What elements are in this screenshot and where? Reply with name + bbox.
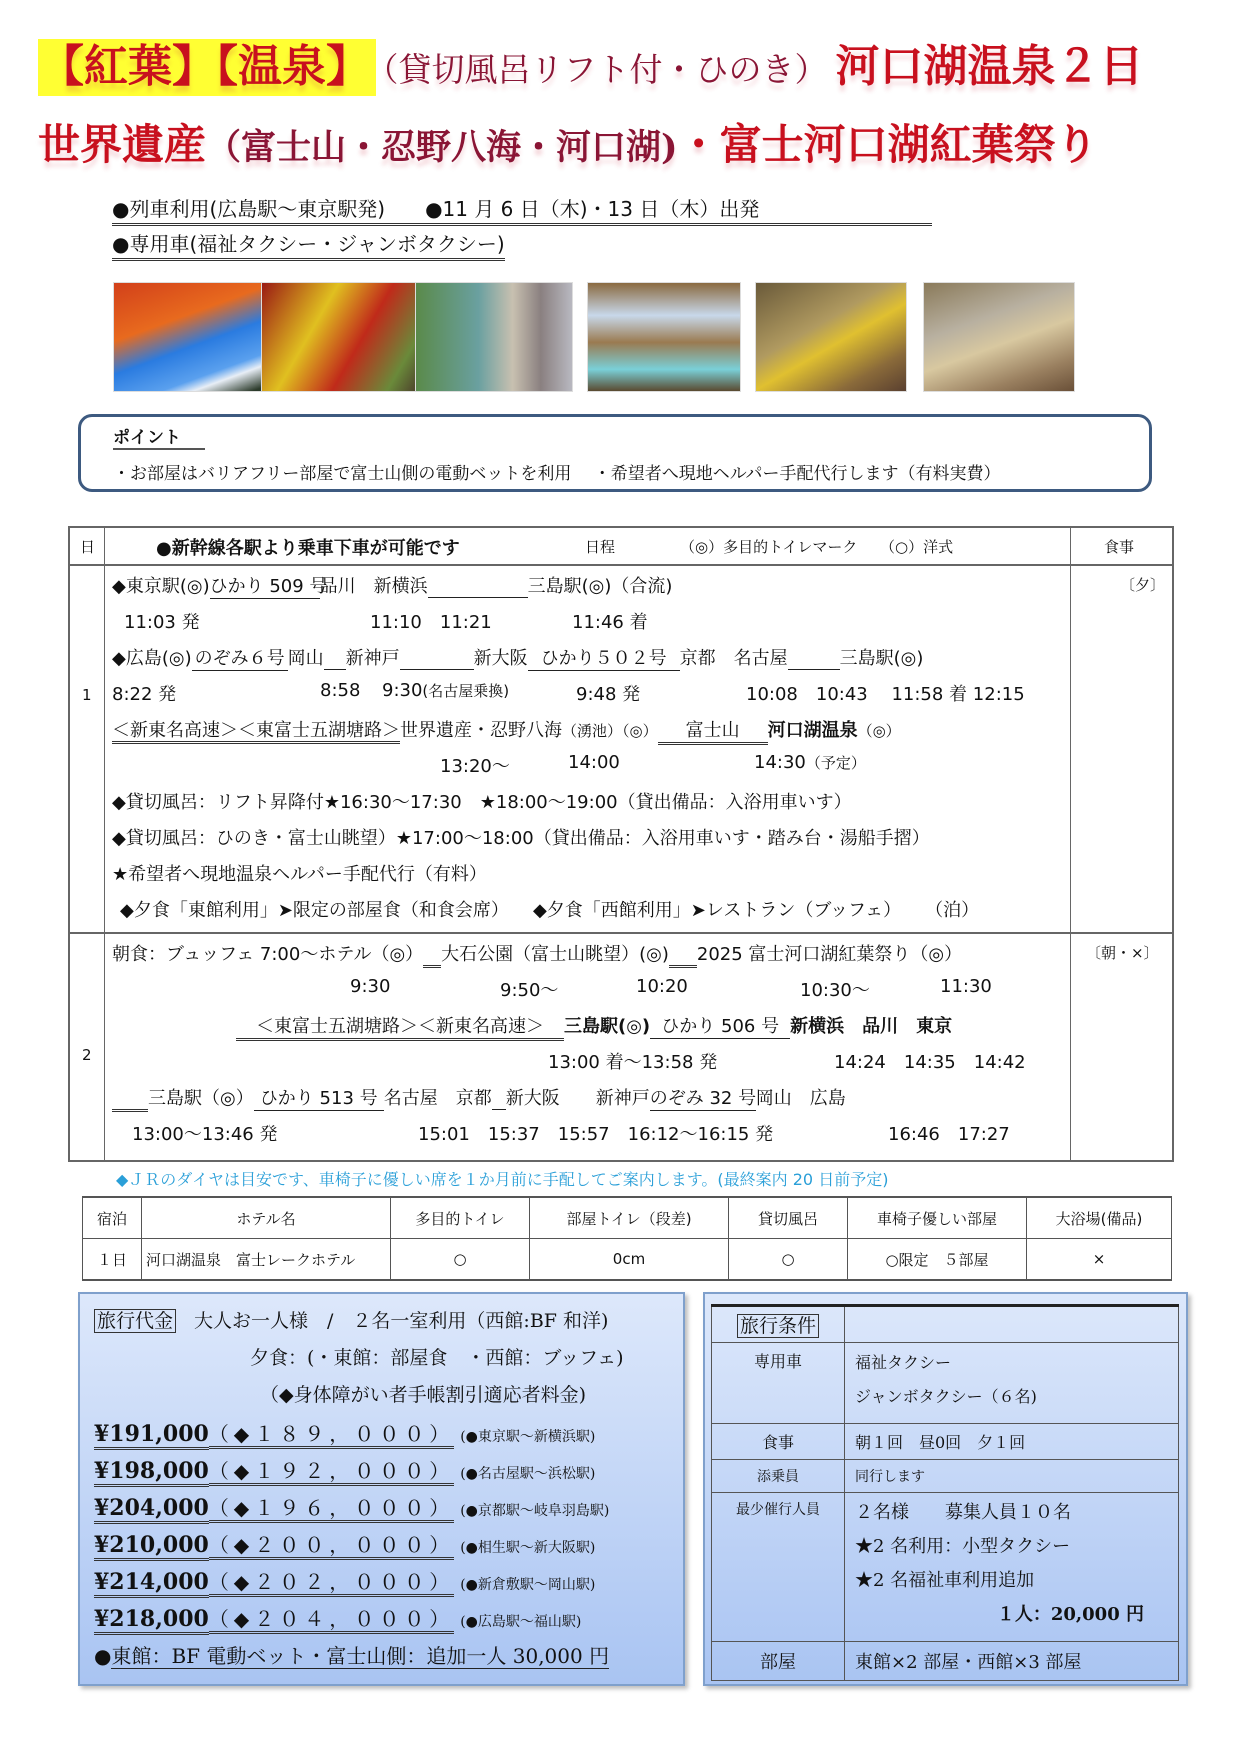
stop-note: （◎）	[857, 722, 901, 740]
conditions-title-row	[712, 1306, 1179, 1343]
station: 三島駅(◎)（合流)	[527, 576, 673, 597]
table-row	[83, 1239, 1172, 1281]
train-name: ひかり 509 号	[210, 572, 320, 599]
price-extra	[94, 1640, 609, 1669]
photo-bath-wheelchair	[755, 282, 907, 392]
time: 9:30	[382, 680, 423, 701]
header-meal: 食事	[1104, 538, 1135, 556]
stop-note: （湧池）（◎）	[562, 722, 658, 740]
hotel-cell: ○	[729, 1239, 848, 1281]
hotel-header-cell: 宿泊	[83, 1197, 142, 1239]
hotel-header-cell: ホテル名	[142, 1197, 391, 1239]
route: ＜新東名高速＞＜東富士五湖塘路＞	[112, 720, 400, 744]
point-title: ポイント	[113, 423, 205, 450]
price-amount: ¥214,000	[94, 1569, 209, 1598]
day1-row3	[112, 644, 923, 671]
schedule-table	[68, 526, 1174, 1162]
stations: 京都 名古屋	[679, 648, 788, 669]
header-day: 日	[80, 538, 96, 556]
price-discount-note: （◆身体障がい者手帳割引適応者料金)	[260, 1384, 587, 1406]
stations: 品川 新横浜	[319, 576, 428, 597]
photo-strip	[113, 282, 1113, 394]
header-toilet-multi: （◎）多目的トイレマーク	[680, 538, 858, 556]
hotel-cell: 河口湖温泉 富士レークホテル	[142, 1239, 391, 1281]
point-text: ・お部屋はバリアフリー部屋で富士山側の電動ベットを利用 ・希望者へ現地ヘルパー手配代行します（有料実費）	[113, 464, 1001, 484]
divider	[104, 528, 105, 1160]
condition-label: 添乗員	[712, 1460, 845, 1493]
stations: 岡山 広島	[755, 1088, 846, 1109]
day2-row2-t2: 9:50～	[500, 980, 559, 1001]
stop: 2025 富士河口湖紅葉祭り（◎）	[696, 944, 963, 965]
time-note: （予定）	[805, 754, 866, 772]
price-route: (●新倉敷駅～岡山駅)	[460, 1577, 596, 1593]
day1-row4-times: 10:08 10:43 11:58 着 12:15	[746, 684, 1025, 705]
stop: 大石公園（富士山眺望）(◎)	[441, 944, 669, 965]
hotel-table	[82, 1196, 1172, 1281]
day1-row4-time: 8:58	[320, 680, 361, 701]
day1-row4-depart: 8:22 発	[112, 684, 177, 705]
title-line2-end: ・富士河口湖紅葉祭り	[677, 120, 1098, 169]
table-row	[712, 1343, 1179, 1424]
station: 新大阪	[473, 648, 528, 669]
hotel-cell: ○	[391, 1239, 530, 1281]
bullet-icon: ●	[94, 1644, 112, 1668]
title-line-1	[38, 30, 1144, 102]
condition-value: 同行します	[845, 1460, 1179, 1493]
price-header: 大人お一人様 / ２名一室利用（西館:BF 和洋)	[194, 1310, 609, 1332]
price-discount: （◆１９６，０００）	[209, 1496, 454, 1523]
day2-row3	[236, 1012, 952, 1041]
photo-bath-fuji-view	[587, 282, 741, 392]
condition-value	[845, 1343, 1179, 1424]
day1-row4-depart2: 9:48 発	[576, 684, 641, 705]
photo-pond-visitor	[415, 282, 573, 392]
train-name: ひかり５０２号	[528, 644, 680, 671]
condition-label: 部屋	[712, 1642, 845, 1681]
header-toilet-western: （○）洋式	[880, 538, 954, 556]
day1-row2-times: 11:10 11:21	[370, 612, 492, 633]
day1-row6-time2: 14:00	[568, 752, 620, 773]
price-label: 旅行代金	[94, 1309, 176, 1333]
price-row	[94, 1566, 595, 1595]
divider	[70, 932, 1172, 934]
price-discount: （◆２０４，０００）	[209, 1607, 454, 1634]
hotel-cell: １日	[83, 1239, 142, 1281]
photo-autumn-fuji	[113, 282, 277, 392]
day2-row6-times2: 16:46 17:27	[888, 1124, 1010, 1145]
day1-number: 1	[82, 686, 92, 704]
day1-row10	[120, 896, 979, 922]
title-highlight: 【紅葉】【温泉】	[38, 39, 376, 96]
day2-row6-depart: 13:00～13:46 発	[132, 1124, 278, 1145]
table-row	[712, 1642, 1179, 1681]
title-line2-main: 世界遺産	[38, 120, 207, 169]
day1-row4-transfer	[382, 680, 509, 701]
info-train-dates	[112, 193, 932, 226]
price-row	[94, 1492, 609, 1521]
time: 14:30	[754, 752, 806, 773]
hotel-header-cell: 部屋トイレ（段差)	[530, 1197, 729, 1239]
day2-row2-t3: 10:20	[636, 976, 688, 997]
photo-autumn-trees	[261, 282, 421, 392]
station: 三島駅(◎)	[839, 648, 924, 669]
breakfast: 朝食：ブュッフェ 7:00～ホテル（◎）	[112, 944, 424, 965]
price-discount: （◆１９２，０００）	[209, 1459, 454, 1486]
condition-line: ★2 名福祉車利用追加	[855, 1570, 1035, 1591]
condition-line: ジャンボタクシー（６名)	[855, 1387, 1037, 1406]
stop: 富士山	[658, 716, 768, 745]
day2-row4-times: 13:00 着～13:58 発	[548, 1052, 718, 1073]
conditions-box	[703, 1292, 1188, 1686]
price-row	[94, 1529, 595, 1558]
divider	[1070, 528, 1071, 1160]
station: ◆広島(◎)	[112, 648, 192, 669]
condition-line: 福祉タクシー	[855, 1353, 952, 1372]
table-row	[712, 1424, 1179, 1460]
price-row	[94, 1455, 595, 1484]
condition-value: 東館×2 部屋・西館×3 部屋	[845, 1642, 1179, 1681]
stations: 名古屋 京都	[383, 1088, 492, 1109]
hotel-cell: ×	[1027, 1239, 1172, 1281]
day2-row5	[112, 1084, 846, 1112]
title-line-2	[38, 112, 1098, 172]
price-route: (●東京駅～新横浜駅)	[460, 1429, 596, 1445]
train-name: のぞみ 32 号	[650, 1084, 756, 1111]
day2-row4-times2: 14:24 14:35 14:42	[834, 1052, 1026, 1073]
condition-value	[845, 1493, 1179, 1642]
price-dinner: 夕食：(・東館：部屋食 ・西館：ブッフェ)	[250, 1347, 624, 1369]
info-dates: ●11 月 6 日（木)・13 日（木）出発	[425, 197, 760, 221]
day2-row1	[112, 940, 962, 968]
station: ◆東京駅(◎)	[112, 576, 210, 597]
conditions-table	[711, 1304, 1179, 1681]
day1-row8: ◆貸切風呂：ひのき・富士山眺望）★17:00～18:00（貸出備品：入浴用車いす・踏み台・湯船手摺）	[112, 828, 930, 849]
jr-note: ◆ＪＲのダイヤは目安です、車椅子に優しい席を１か月前に手配してご案内します。(最終案内 20 日前予定)	[116, 1170, 889, 1189]
stations: 新大阪 新神戸	[505, 1088, 650, 1109]
station: 新神戸	[345, 648, 400, 669]
day1-row2-depart: 11:03 発	[124, 612, 200, 633]
hotel-header-cell: 多目的トイレ	[391, 1197, 530, 1239]
condition-label: 食事	[712, 1424, 845, 1460]
price-route: (●相生駅～新大阪駅)	[460, 1540, 596, 1556]
day1-row6-time3	[754, 752, 866, 773]
day1-row7: ◆貸切風呂：リフト昇降付★16:30～17:30 ★18:00～19:00（貸出備品：入浴用車いす）	[112, 792, 852, 813]
price-row	[94, 1418, 595, 1447]
table-row	[712, 1460, 1179, 1493]
price-box	[78, 1292, 685, 1686]
dinner-east: ◆夕食「東館利用」➤限定の部屋食（和食会席）	[120, 900, 509, 921]
day2-row2-t5: 11:30	[940, 976, 992, 997]
day2-meal: 〔朝・×〕	[1086, 944, 1159, 962]
condition-line: ２名様 募集人員１０名	[855, 1502, 1071, 1523]
photo-bath-lift	[923, 282, 1075, 392]
day1-meal: 〔夕〕	[1120, 576, 1166, 594]
condition-label: 最少催行人員	[712, 1493, 845, 1642]
station: 三島駅(◎)	[564, 1016, 651, 1037]
day1-row9: ★希望者へ現地温泉ヘルパー手配代行（有料）	[112, 864, 487, 885]
train-name: ひかり 506 号	[650, 1012, 790, 1039]
price-amount: ¥210,000	[94, 1532, 209, 1561]
title-subtitle: （貸切風呂リフト付・ひのき）	[382, 50, 828, 89]
day1-row1	[112, 572, 672, 599]
stations: 新横浜 品川 東京	[790, 1016, 953, 1037]
route: ＜東富士五湖塘路＞＜新東名高速＞	[236, 1012, 564, 1041]
price-amount: ¥191,000	[94, 1421, 209, 1450]
station: 三島駅（◎）	[148, 1088, 254, 1109]
day2-row2-t4: 10:30～	[800, 980, 870, 1001]
table-row	[712, 1493, 1179, 1642]
info-train: ●列車利用(広島駅～東京駅発)	[112, 197, 386, 221]
price-amount: ¥204,000	[94, 1495, 209, 1524]
hotel-cell: 0cm	[530, 1239, 729, 1281]
hotel-header-cell: 車椅子優しい部屋	[848, 1197, 1027, 1239]
title-line2-sub: （富士山・忍野八海・河口湖)	[206, 127, 678, 168]
day1-row2-arrive: 11:46 着	[572, 612, 648, 633]
day2-number: 2	[82, 1046, 92, 1064]
hotel-header-cell: 大浴場(備品)	[1027, 1197, 1172, 1239]
conditions-title: 旅行条件	[737, 1314, 819, 1338]
condition-line: １人：20,000 円	[996, 1604, 1144, 1625]
price-row	[94, 1603, 581, 1632]
station: 岡山	[287, 648, 324, 669]
stop: 世界遺産・忍野八海	[400, 720, 562, 741]
hotel-cell: ○限定 ５部屋	[848, 1239, 1027, 1281]
price-amount: ¥198,000	[94, 1458, 209, 1487]
day1-row5	[112, 716, 901, 745]
stay-mark: （泊）	[925, 900, 980, 921]
stop: 河口湖温泉	[767, 720, 858, 741]
price-discount: （◆２００，０００）	[209, 1533, 454, 1560]
transfer-note: (名古屋乗換)	[422, 682, 510, 700]
hotel-header-cell: 貸切風呂	[729, 1197, 848, 1239]
price-amount: ¥218,000	[94, 1606, 209, 1635]
train-name: のぞみ６号	[192, 644, 288, 671]
price-route: (●広島駅～福山駅)	[460, 1614, 582, 1630]
day2-row6-times: 15:01 15:37 15:57 16:12～16:15 発	[418, 1124, 774, 1145]
day2-row2-t1: 9:30	[350, 976, 391, 997]
hotel-header-row	[83, 1197, 1172, 1239]
title-main: 河口湖温泉２日	[835, 41, 1144, 92]
header-note: ●新幹線各駅より乗車下車が可能です	[156, 538, 460, 559]
day1-row6-time1: 13:20～	[440, 756, 510, 777]
divider	[70, 564, 1172, 566]
condition-value: 朝１回 昼0回 夕１回	[845, 1424, 1179, 1460]
condition-label: 専用車	[712, 1343, 845, 1424]
price-route: (●京都駅～岐阜羽島駅)	[460, 1503, 610, 1519]
price-route: (●名古屋駅～浜松駅)	[460, 1466, 596, 1482]
dinner-west: ◆夕食「西館利用」➤レストラン（ブッフェ）	[532, 900, 902, 921]
condition-line: ★2 名利用：小型タクシー	[855, 1536, 1071, 1557]
price-discount: （◆２０２，０００）	[209, 1570, 454, 1597]
header-schedule: 日程	[585, 538, 616, 556]
point-box	[78, 414, 1152, 492]
price-discount: （◆１８９，０００）	[209, 1422, 454, 1449]
info-vehicle: ●専用車(福祉タクシー・ジャンボタクシー)	[112, 228, 505, 261]
price-extra-text: 東館：BF 電動ベット・富士山側：追加一人 30,000 円	[111, 1644, 610, 1668]
price-header-line	[94, 1306, 608, 1333]
train-name: ひかり 513 号	[254, 1084, 384, 1111]
